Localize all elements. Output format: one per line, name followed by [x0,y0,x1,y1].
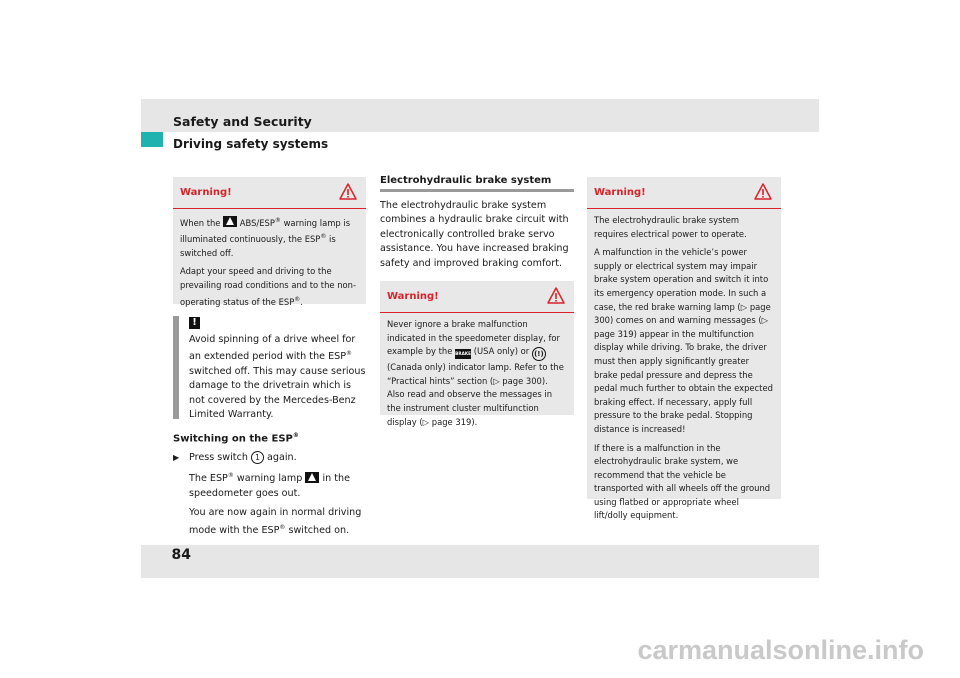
switch-number-badge: 1 [251,451,264,464]
esp-lamp-icon [305,472,319,483]
page-ref-arrow-icon: ▷ [493,375,500,386]
instruction-steps [173,451,366,543]
page-ref-arrow-icon: ▷ [422,416,430,427]
warning-header [380,281,574,313]
brake-lamp-icon: BRAKE [455,349,471,359]
page-ref-arrow-icon: ▷ [740,301,748,312]
warning-paragraph: Adapt your speed and driving to the prevailing road conditions and to the non-operating status of the ESP®. [180,266,356,307]
switching-on-esp-heading: Switching on the ESP® [173,432,299,445]
warning-paragraph: Never ignore a brake malfunction indicated in the speedometer display, for example by the BRAKE (USA only) or (!) (Canada only) indicator lamp. Refer to the “Practical hints” section (▷ page 300). Also read and observe the messages in the instrument cluster multifunction display (▷ page 319). [387,319,564,427]
warning-title: Warning! [180,187,232,198]
warning-paragraph: If there is a malfunction in the electrohydraulic brake system, we recommend that the vehicle be transported with all wheels off the ground using flatbed or appropriate wheel lift/dolly equipment. [594,442,771,521]
warning-triangle-icon [339,183,357,200]
warning-title: Warning! [594,187,646,198]
power-warning-box [587,177,781,521]
ehb-heading: Electrohydraulic brake system [380,175,552,186]
esp-warning-box [173,177,366,307]
warning-paragraph: When the ABS/ESP® warning lamp is illuminated continuously, the ESP® is switched off. [180,217,351,258]
brake-warning-box [380,281,574,427]
section-tab-marker [141,132,163,147]
ehb-paragraph: The electrohydraulic brake system combines a hydraulic brake circuit with electronically controlled brake servo assistance. You have increased braking safety and improved braking comfort. [380,200,569,269]
warning-title: Warning! [387,291,439,302]
warning-header [587,177,781,209]
step-arrow-icon: ▶ [173,453,180,462]
subsection-title: Driving safety systems [173,137,329,151]
warning-triangle-icon [754,183,772,200]
footer-band [141,545,819,578]
instruction-step: ▶ Press switch 1 again. [173,451,366,465]
note-box [173,316,366,419]
warning-paragraph: The electrohydraulic brake system requires electrical power to operate. [594,215,747,239]
exclamation-icon: ! [189,317,200,329]
step-result: The ESP® warning lamp in the speedometer goes out. [189,472,350,499]
warning-triangle-icon [547,287,565,304]
page-number: 84 [171,547,191,563]
note-text: Avoid spinning of a drive wheel for an extended period with the ESP® switched off. This may cause serious damage to the drivetrain which is not covered by the Mercedes-Benz Limited Warranty. [189,334,366,421]
watermark-text: carmanualsonline.info [637,635,924,665]
warning-header [173,177,366,209]
brake-circle-lamp-icon: (!) [532,347,546,361]
heading-rule [380,189,574,192]
page-ref-arrow-icon: ▷ [761,315,769,326]
warning-paragraph: A malfunction in the vehicle’s power supply or electrical system may impair brake system operation and switch it into its emergency operation mode. In such a case, the red brake warning lamp (▷ page 300) comes on and warning messages (▷ page 319) appear in the multifunction display while driving. To brake, the driver must then apply significantly greater brake pedal pressure and depress the pedal much further to obtain the expected braking effect. If necessary, apply full pressure to the brake pedal. Stopping distance is increased! [594,247,773,434]
esp-lamp-icon [223,216,237,227]
section-title: Safety and Security [173,114,312,129]
step-result: You are now again in normal driving mode with the ESP® switched on. [189,507,362,536]
note-side-bar [173,316,179,419]
